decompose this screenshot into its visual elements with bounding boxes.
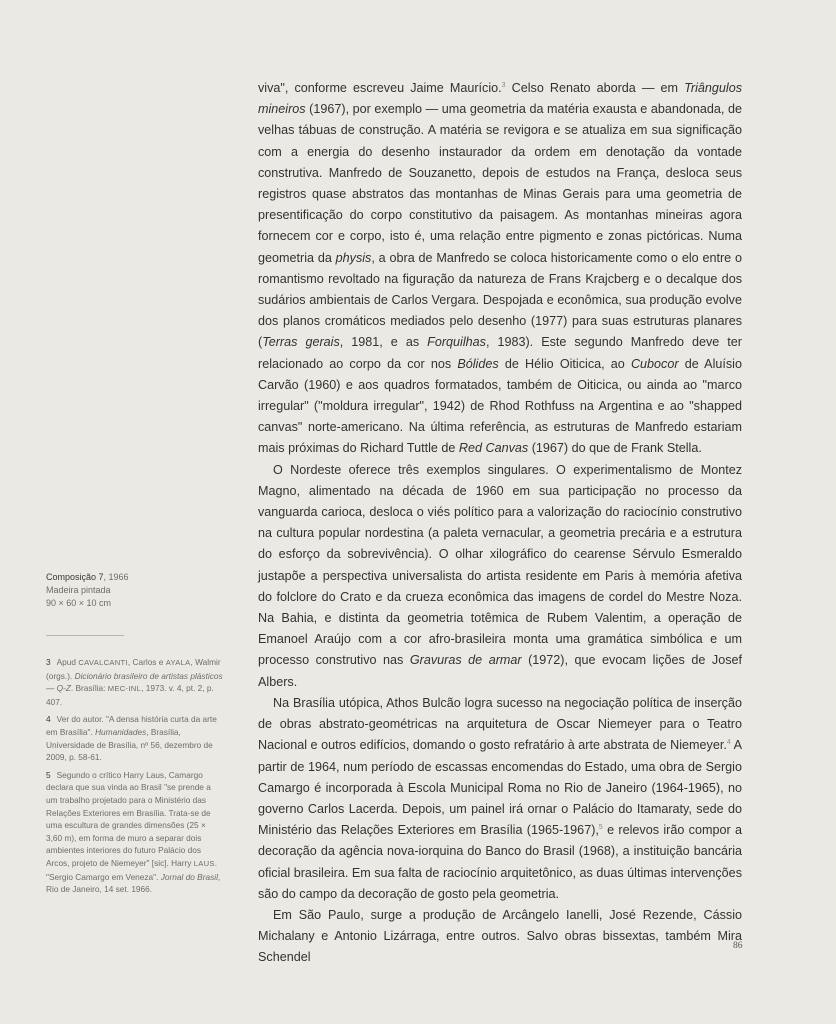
text-run: , 1973. v. 4, pt. 2, p. 407. [46,683,214,707]
text-run: , Walmir (orgs.). [46,657,221,681]
publication-title: Dicionário brasileiro de artistas plásticos — Q-Z [46,670,223,694]
text-run: de Aluísio Carvão (1960) e aos quadros formatados, também de Oiticica, ou ainda ao "marco irregular" ("moldura irregular", 1942) de Rhod Rothfuss na Argentina e ao "shapped canvas" norte-americano. Na última referência, as estruturas de Manfredo estariam mais próximas do Richard Tuttle de [258,356,742,456]
text-run: e relevos irão compor a decoração da agência nova-iorquina do Banco do Brasil (1968), a instituição bancária oficial brasileira. Em sua falta de raciocínio arquitetônico, as duas últimas intervenções são do campo da decoração de gosto pela geometria. [258,823,742,901]
footnote-ref-5[interactable]: 5 [598,824,603,832]
work-title: Triângulos mineiros [258,81,743,117]
text-run: . Brasília: [70,683,108,694]
author-name: CAVALCANTI [78,658,128,667]
author-name: AYALA [165,658,191,667]
footnotes [46,656,224,901]
publisher-name: MEC-INL [107,684,142,694]
publication-title: Humanidades [95,726,147,737]
footnote-ref-4[interactable]: 4 [726,739,731,747]
text-run: , a obra de Manfredo se coloca historicamente como o elo entre o romantismo revoltado na figuração da natureza de Frans Krajcberg e o decalque dos sudários ambientais de Carlos Vergara. Despojada e econômica, sua produção evolve dos planos cromáticos mediados pelo desenho (1977) para suas estruturas planares ( [258,250,743,350]
text-run: , 1983). Este segundo Manfredo deve ter relacionado ao corpo da cor nos [258,335,742,371]
footnote-3 [46,656,224,708]
text-run: Em São Paulo, surge a produção de Arcângelo Ianelli, José Rezende, Cássio Michalany e Antonio Lizárraga, entre outros. Salvo obras bissextas, também Mira Schendel [258,907,742,965]
work-title: Terras gerais [262,335,340,350]
main-text-column [258,78,742,969]
text-run: Apud [56,657,79,667]
text-run: , Carlos e [127,657,166,667]
text-run: A partir de 1964, num período de escassas encomendas do Estado, uma obra de Sergio Camargo é incorporada à Escola Municipal Roma no Rio de Janeiro (1964-1965), no governo Carlos Lacerda. Depois, um painel irá ornar o Palácio do Itamaraty, sede do Ministério das Relações Exteriores em Brasília (1965-1967), [258,738,742,838]
work-title: Gravuras de armar [409,653,522,668]
image-caption [46,571,156,610]
caption-dimensions: 90 × 60 × 10 cm [46,598,112,608]
caption-title-line [46,571,156,584]
publication-title: Jornal do Brasil [160,871,218,882]
caption-year: , 1966 [103,572,129,582]
work-title: Bólides [457,356,499,371]
work-title: Cubocor [630,356,679,371]
text-run: de Hélio Oiticica, ao [498,356,631,371]
text-run: , Brasília, Universidade de Brasília, nº 56, dezembro de 2009, p. 58-61. [46,726,213,763]
caption-material: Madeira pintada [46,585,111,595]
paragraph [258,905,742,969]
text-run: Ver do autor. "A densa história curta da arte em Brasília". [46,714,217,737]
footnote-number: 3 [46,657,51,667]
paragraph [258,693,742,905]
text-run: , Rio de Janeiro, 14 set. 1966. [46,871,221,895]
footnote-number: 5 [46,769,51,780]
text-run: . "Sergio Camargo em Veneza". [46,857,218,882]
footnote-4 [46,713,224,763]
caption-title: Composição 7 [46,572,104,582]
footnote-number: 4 [46,714,51,725]
text-run: , 1981, e as [339,335,428,350]
footnote-ref-3[interactable]: 3 [501,82,506,89]
page-number: 86 [733,941,743,951]
paragraph [258,78,742,460]
divider [46,635,124,636]
text-run: O Nordeste oferece três exemplos singulares. O experimentalismo de Montez Magno, alimentado na década de 1960 em sua participação no processo da vanguarda carioca, desloca o viés político para a valorização do raciocínio construtivo na cultura popular nordestina (a paleta vernacular, a geometria precária e a estrutura do esforço da sobrevivência). O olhar xilográfico do cearense Sérvulo Esmeraldo justapõe a perspectiva universalista do artista residente em Paris à memória afetiva do folclore do Crato e da crueza econômica das imagens de cordel do Mestre Noza. Na Bahia, e distinta da geometria totêmica de Rubem Valentim, a operação de Emanoel Araújo com a cor afro-brasileira monta uma gramática simbólica e um processo construtivo nas [258,462,742,668]
footnote-5 [46,769,224,896]
text-run: (1967), por exemplo — uma geometria da matéria exausta e abandonada, de velhas tábuas de construção. A matéria se revigora e se atualiza em sua significação com a energia do desenho instaurador da ordem em denotação da vontade construtiva. Manfredo de Souzanetto, depois de estudos na França, desloca seus registros quase abstratos das montanhas de Minas Gerais para uma geometria de presentificação do corpo constitutivo da paisagem. As montanhas mineiras agora fornecem cor e corpo, isto é, uma relação entre pigmento e zonas pictóricas. Numa geometria da [258,102,742,265]
text-run: Na Brasília utópica, Athos Bulcão logra sucesso na negociação política de inserção de obras abstrato-geométricas na arquitetura de Oscar Niemeyer para o Teatro Nacional e outros edifícios, domando o gosto refratário à arte abstrata de Niemeyer. [258,695,742,753]
text-run: Segundo o crítico Harry Laus, Camargo declara que sua vinda ao Brasil "se prende a um trabalho projetado para o Ministério das Relações Exteriores em Brasília. Trata-se de uma escultura de grandes dimensões (25 × 3,60 m), em forma de muro a separar dois ambientes interiores do futuro Palácio dos Arcos, projeto de Niemeyer" [sic]. Harry [46,769,211,868]
paragraph [258,460,742,693]
text-run: (1967) do que de Frank Stella. [528,441,702,456]
italic-term: physis [335,250,372,265]
work-title: Red Canvas [458,441,529,456]
text-run: (1972), que evocam lições de Josef Albers. [258,653,742,689]
text-run: Celso Renato aborda — em [505,81,685,95]
author-name: LAUS [193,858,215,868]
work-title: Forquilhas [427,335,486,350]
text-run: viva", conforme escreveu Jaime Maurício. [258,81,502,95]
